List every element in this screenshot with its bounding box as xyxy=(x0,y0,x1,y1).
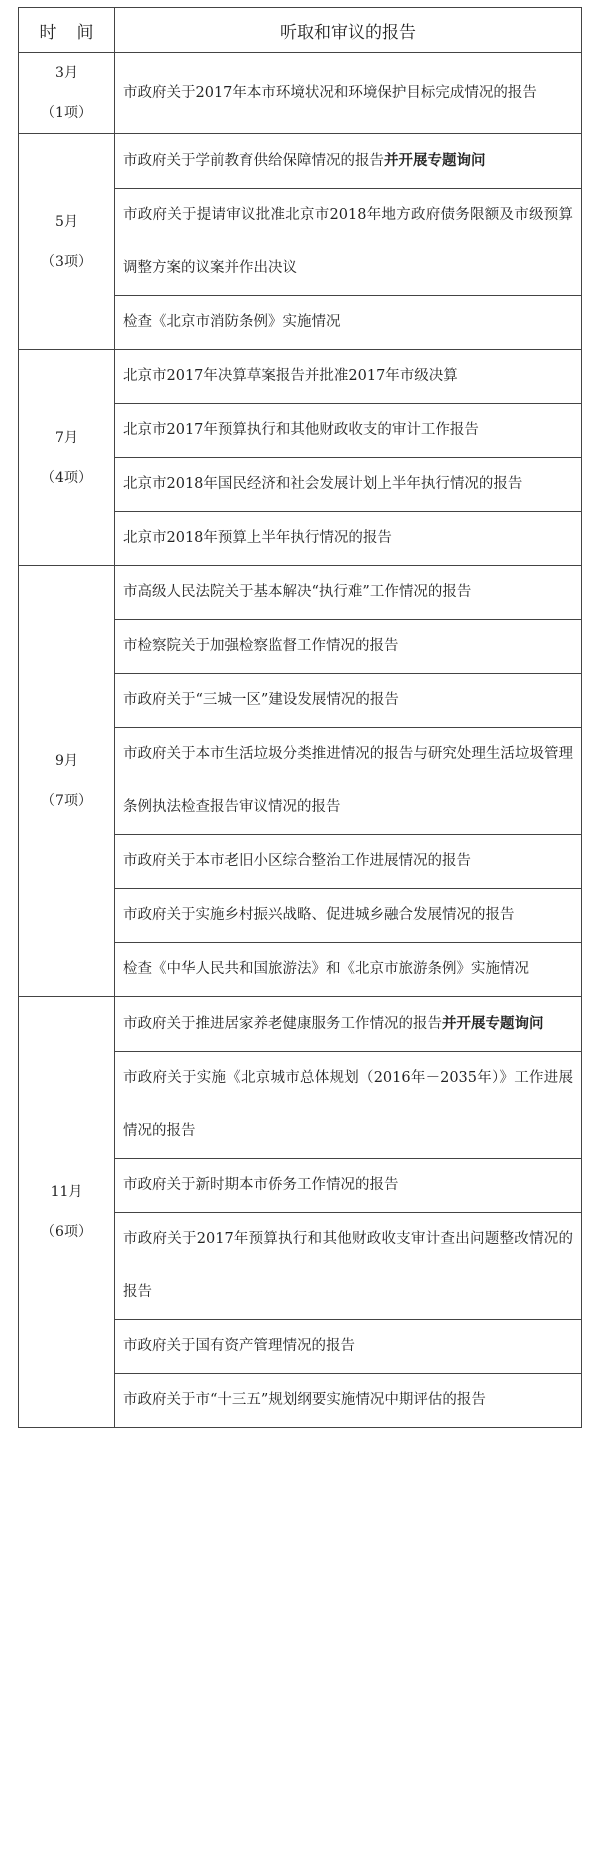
report-text: 市政府关于实施乡村振兴战略、促进城乡融合发展情况的报告 xyxy=(123,907,515,923)
header-reports: 听取和审议的报告 xyxy=(115,8,582,53)
report-text: 市政府关于学前教育供给保障情况的报告 xyxy=(123,153,384,169)
report-item xyxy=(115,674,582,728)
report-item xyxy=(115,620,582,674)
report-row xyxy=(19,53,582,134)
report-item xyxy=(115,1213,582,1320)
reports-table xyxy=(18,7,582,1428)
report-item xyxy=(115,835,582,889)
report-text: 市政府关于2017年预算执行和其他财政收支审计查出问题整改情况的报告 xyxy=(123,1231,573,1300)
report-text: 市政府关于本市生活垃圾分类推进情况的报告与研究处理生活垃圾管理条例执法检查报告审议情况的报告 xyxy=(123,746,573,815)
report-text: 市高级人民法院关于基本解决“执行难”工作情况的报告 xyxy=(123,584,472,600)
report-text: 检查《北京市消防条例》实施情况 xyxy=(123,314,341,330)
report-item xyxy=(115,53,582,134)
month-cell xyxy=(19,134,115,350)
report-item xyxy=(115,512,582,566)
report-item xyxy=(115,889,582,943)
month-label: 5月 xyxy=(55,213,78,230)
report-item xyxy=(115,134,582,189)
month-cell xyxy=(19,566,115,997)
month-cell xyxy=(19,53,115,134)
report-item xyxy=(115,1320,582,1374)
report-text: 市政府关于本市老旧小区综合整治工作进展情况的报告 xyxy=(123,853,471,869)
report-text: 市检察院关于加强检察监督工作情况的报告 xyxy=(123,638,399,654)
report-item xyxy=(115,1052,582,1159)
header-row xyxy=(19,8,582,53)
report-text: 北京市2018年国民经济和社会发展计划上半年执行情况的报告 xyxy=(123,476,523,492)
report-text: 检查《中华人民共和国旅游法》和《北京市旅游条例》实施情况 xyxy=(123,961,529,977)
month-label: 9月 xyxy=(55,753,78,769)
item-count: （1项） xyxy=(41,105,92,121)
report-item xyxy=(115,943,582,997)
report-text: 市政府关于“三城一区”建设发展情况的报告 xyxy=(123,692,399,708)
report-text: 北京市2018年预算上半年执行情况的报告 xyxy=(123,530,392,546)
report-row xyxy=(19,350,582,404)
report-bold-suffix: 并开展专题询问 xyxy=(384,152,486,169)
report-item xyxy=(115,1159,582,1213)
month-cell xyxy=(19,350,115,566)
header-time: 时间 xyxy=(19,8,115,53)
report-text: 市政府关于国有资产管理情况的报告 xyxy=(123,1338,355,1354)
item-count: （4项） xyxy=(41,469,92,486)
report-row xyxy=(19,134,582,189)
report-item xyxy=(115,997,582,1052)
report-text: 市政府关于2017年本市环境状况和环境保护目标完成情况的报告 xyxy=(123,84,537,101)
report-row xyxy=(19,566,582,620)
item-count: （3项） xyxy=(41,253,92,270)
report-item xyxy=(115,728,582,835)
report-item xyxy=(115,350,582,404)
report-text: 市政府关于市“十三五”规划纲要实施情况中期评估的报告 xyxy=(123,1392,486,1408)
month-label: 3月 xyxy=(55,65,78,81)
report-item xyxy=(115,1374,582,1428)
report-text: 市政府关于推进居家养老健康服务工作情况的报告 xyxy=(123,1016,442,1032)
report-text: 北京市2017年决算草案报告并批准2017年市级决算 xyxy=(123,368,458,384)
reports-table-body xyxy=(19,8,582,1428)
month-cell xyxy=(19,997,115,1428)
report-text: 北京市2017年预算执行和其他财政收支的审计工作报告 xyxy=(123,422,479,438)
report-item xyxy=(115,189,582,296)
item-count: （7项） xyxy=(41,793,92,809)
item-count: （6项） xyxy=(41,1224,92,1240)
report-item xyxy=(115,296,582,350)
report-item xyxy=(115,458,582,512)
report-item xyxy=(115,566,582,620)
month-label: 11月 xyxy=(50,1184,83,1200)
report-row xyxy=(19,997,582,1052)
month-label: 7月 xyxy=(55,429,78,446)
report-text: 市政府关于实施《北京城市总体规划（2016年－2035年）》工作进展情况的报告 xyxy=(123,1070,573,1139)
report-text: 市政府关于新时期本市侨务工作情况的报告 xyxy=(123,1177,399,1193)
report-bold-suffix: 并开展专题询问 xyxy=(442,1015,544,1032)
report-item xyxy=(115,404,582,458)
report-text: 市政府关于提请审议批准北京市2018年地方政府债务限额及市级预算调整方案的议案并作出决议 xyxy=(123,207,573,276)
